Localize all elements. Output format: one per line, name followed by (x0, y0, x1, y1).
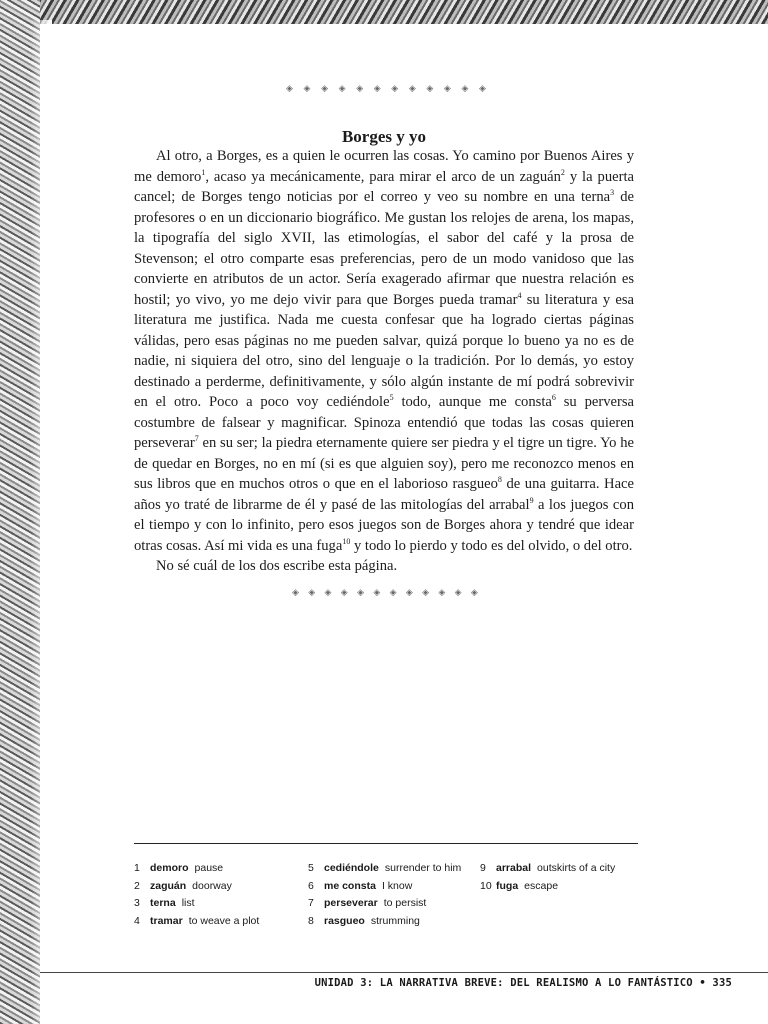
ornament-glyph: ◈ (408, 84, 416, 94)
text-run: y todo lo pierdo y todo es del olvido, o del otro. (350, 537, 633, 554)
footnote-number: 9 (480, 862, 486, 874)
ornament-glyph: ◈ (391, 84, 399, 94)
footnote-gloss: I know (381, 879, 413, 892)
footer-rule (40, 972, 768, 973)
footnote-item (134, 913, 259, 931)
footnote-number: 1 (134, 862, 140, 874)
footnote-number: 10 (480, 879, 492, 892)
text-run: No sé cuál de los dos escribe esta página. (156, 558, 398, 574)
text-run: su literatura y esa literatura me justifica. Nada me cuesta confesar que ha logrado ciertas páginas válidas, pero esas páginas no me pueden salvar, quizá porque lo bueno ya no es de nadie, ni siquiera del otro, sino del lenguaje o la tradición. Por lo demás, yo estoy destinado a perderme, definitivamente, y sólo algún instante de mí podrá sobrevivir en el otro. Poco a poco voy cediéndole (134, 291, 634, 410)
footnote-marker: 8 (497, 475, 502, 485)
footnote-term: arrabal (496, 862, 532, 874)
footnote-item (308, 878, 461, 896)
footnote-marker: 7 (194, 434, 199, 444)
footnote-number: 5 (308, 862, 314, 874)
footnote-term: fuga (496, 879, 519, 892)
paragraph (134, 556, 634, 577)
footnote-number: 8 (308, 914, 314, 927)
page-number: 335 (712, 977, 732, 989)
footnote-column-1 (134, 860, 259, 930)
text-run: su perversa costumbre de falsear y magnificar. Spinoza entendió que todas las cosas quieren perseverar (134, 394, 634, 451)
ornament-top (286, 82, 486, 96)
page-title: Borges y yo (341, 127, 427, 147)
footnote-term: perseverar (324, 897, 378, 909)
footnote-term: terna (150, 897, 176, 909)
ornament-glyph: ◈ (479, 84, 486, 94)
ornament-glyph: ◈ (324, 588, 332, 598)
text-run: de una guitarra. Hace años yo traté de librarme de él y pasé de las mitologías del arrabal (134, 476, 635, 513)
footer-bullet: • (699, 977, 706, 989)
ornament-glyph: ◈ (454, 588, 462, 598)
footnote-marker: 9 (529, 495, 534, 505)
ornament-glyph: ◈ (438, 588, 446, 598)
footnote-marker: 1 (201, 167, 206, 177)
unit-title: UNIDAD 3: LA NARRATIVA BREVE: DEL REALISMO A LO FANTÁSTICO (314, 977, 693, 989)
footnote-gloss: strumming (370, 914, 420, 927)
ornament-glyph: ◈ (292, 588, 299, 598)
footnote-marker: 4 (517, 290, 522, 300)
footnote-number: 2 (134, 879, 140, 892)
footnote-column-2 (308, 860, 461, 930)
ornament-glyph: ◈ (303, 84, 311, 94)
footnote-marker: 10 (342, 536, 351, 546)
paragraph (134, 146, 634, 556)
footnote-divider (134, 843, 638, 844)
footnote-item (480, 860, 615, 878)
text-run: en su ser; la piedra eternamente quiere ser piedra y el tigre un tigre. Yo he de quedar en Borges, no en mí (si es que alguien soy), pero me reconozco menos en sus libros que en muchos otros o que en el laborioso rasgueo (134, 435, 634, 492)
ornament-glyph: ◈ (356, 84, 364, 94)
story-text (134, 146, 634, 577)
footnote-term: demoro (150, 862, 189, 874)
ornament-bottom (292, 586, 478, 600)
ornament-glyph: ◈ (340, 588, 348, 598)
footnote-term: zaguán (150, 879, 187, 892)
text-run: Al otro, a Borges, es a quien le ocurren las cosas. Yo camino por Buenos Aires y me demoro (134, 148, 634, 185)
ornament-glyph: ◈ (426, 84, 434, 94)
footnote-gloss: doorway (192, 879, 232, 892)
text-run: a los juegos con el tiempo y con lo infinito, pero esos juegos son de Borges ahora y tendré que idear otras cosas. Así mi vida es una fuga (134, 496, 634, 554)
ornament-glyph: ◈ (461, 84, 469, 94)
footnote-item (134, 878, 259, 896)
ornament-glyph: ◈ (405, 588, 413, 598)
text-run: todo, aunque me consta (393, 394, 552, 410)
footnote-item (480, 878, 615, 896)
footnote-term: tramar (150, 914, 183, 927)
footnote-marker: 5 (389, 393, 394, 403)
border-fade (30, 20, 52, 1024)
ornament-glyph: ◈ (422, 588, 430, 598)
footnote-marker: 2 (560, 167, 565, 177)
ornament-glyph: ◈ (357, 588, 364, 598)
footnote-gloss: list (181, 897, 195, 909)
footnote-number: 6 (308, 879, 314, 892)
ornament-glyph: ◈ (321, 84, 329, 94)
footnote-marker: 6 (551, 393, 556, 403)
footnote-column-3 (480, 860, 615, 895)
footnote-number: 4 (134, 914, 140, 927)
footnote-number: 3 (134, 897, 140, 909)
text-run: , acaso ya mecánicamente, para mirar el arco de un zaguán (205, 168, 561, 185)
footnote-item (308, 860, 461, 878)
text-run: y la puerta cancel; de Borges tengo noticias por el correo y veo su nombre en una terna (134, 168, 634, 205)
ornament-glyph: ◈ (338, 84, 346, 94)
ornament-glyph: ◈ (373, 588, 381, 598)
footnote-item (134, 860, 259, 878)
ornament-glyph: ◈ (286, 84, 293, 94)
ornament-glyph: ◈ (389, 588, 397, 598)
running-footer (315, 977, 732, 989)
text-run: de profesores o en un diccionario biográfico. Me gustan los relojes de arena, los mapas, la tipografía del siglo XVII, las etimologías, el sabor del café y la prosa de Stevenson; el otro comparte esas preferencias, pero de un modo vanidoso que las convierte en atributos de un actor. Sería exagerado afirmar que nuestra relación es hostil; yo vivo, yo me dejo vivir para que Borges pueda tramar (134, 189, 634, 308)
footnote-number: 7 (308, 897, 314, 909)
footnote-item (308, 913, 461, 931)
ornament-glyph: ◈ (443, 84, 451, 94)
decorative-top-border (0, 0, 768, 24)
footnote-term: rasgueo (324, 914, 365, 927)
footnote-gloss: to persist (383, 897, 427, 909)
footnote-gloss: pause (194, 862, 224, 874)
footnote-term: me consta (324, 879, 376, 892)
ornament-glyph: ◈ (373, 84, 381, 94)
footnote-gloss: to weave a plot (188, 914, 260, 927)
footnote-marker: 3 (610, 188, 615, 198)
footnote-item (308, 895, 461, 913)
footnote-gloss: surrender to him (384, 862, 462, 874)
footnote-item (134, 895, 259, 913)
ornament-glyph: ◈ (308, 588, 316, 598)
footnote-gloss: escape (524, 879, 559, 892)
footnote-gloss: outskirts of a city (537, 862, 616, 874)
ornament-glyph: ◈ (470, 588, 478, 598)
footnote-term: cediéndole (324, 862, 379, 874)
